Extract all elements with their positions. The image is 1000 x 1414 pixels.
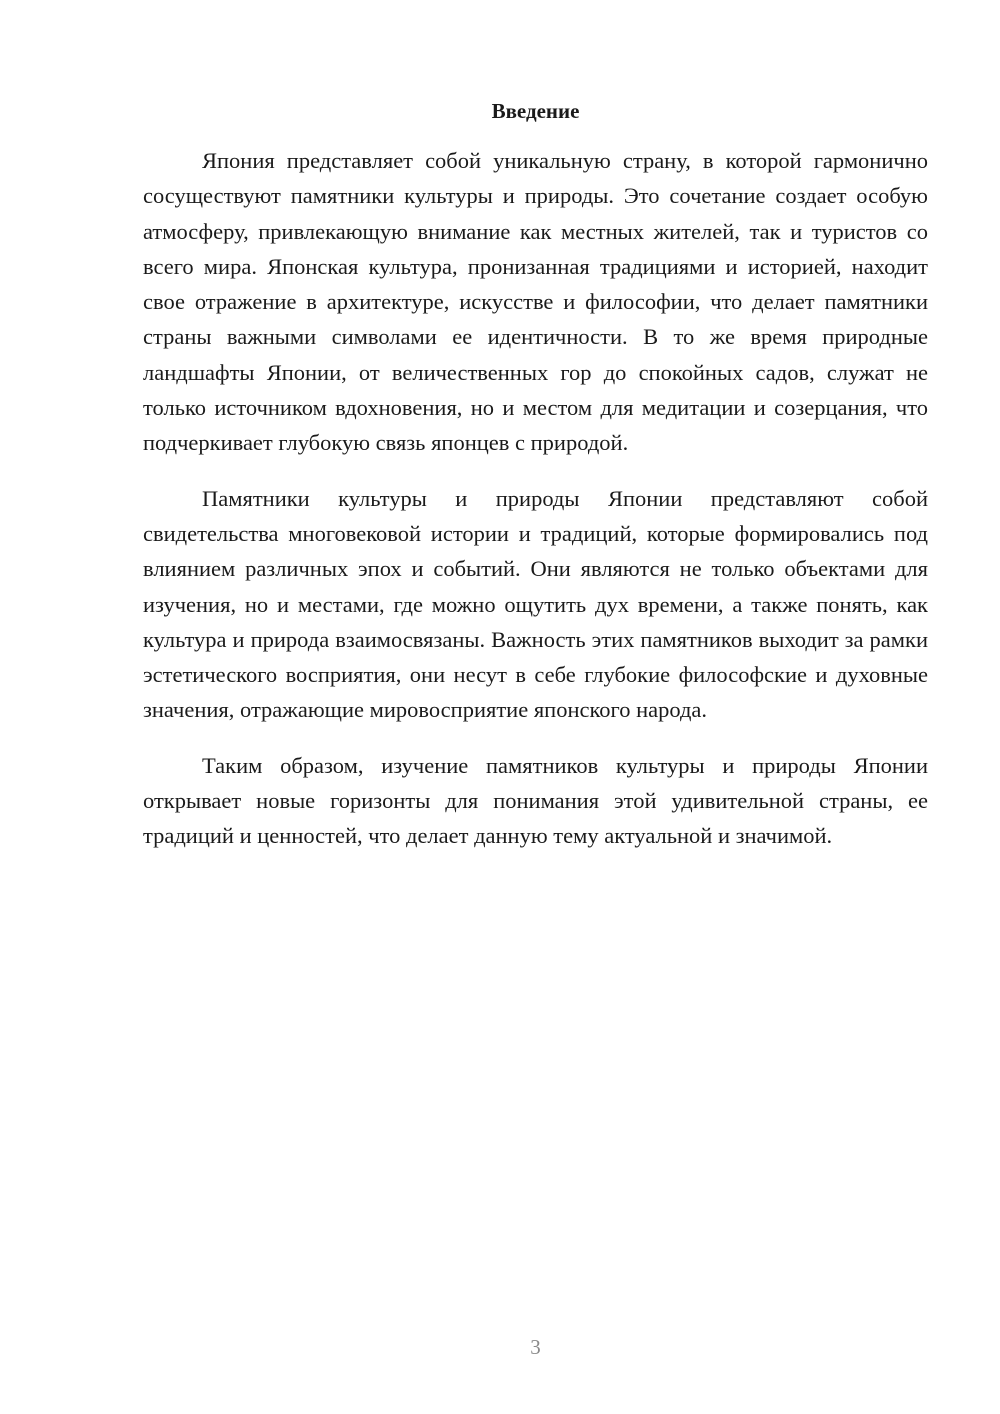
- paragraph-3: Таким образом, изучение памятников культуры и природы Японии открывает новые горизонты для понимания этой удивительной страны, ее традиций и ценностей, что делает данную тему актуальной и значимой.: [143, 752, 928, 849]
- body-text: [143, 143, 928, 874]
- page-number: 3: [530, 1335, 541, 1359]
- paragraph-2: Памятники культуры и природы Японии представляют собой свидетельства многовековой истории и традиций, которые формировались под влиянием различных эпох и событий. Они являются не только объектами для изучения, но и местами, где можно ощутить дух времени, а также понять, как культура и природа взаимосвязаны. Важность этих памятников выходит за рамки эстетического восприятия, они несут в себе глубокие философские и духовные значения, отражающие мировосприятие японского народа.: [143, 485, 928, 723]
- paragraph-1: Япония представляет собой уникальную страну, в которой гармонично сосуществуют памятники культуры и природы. Это сочетание создает особую атмосферу, привлекающую внимание как местных жителей, так и туристов со всего мира. Японская культура, пронизанная традициями и историей, находит свое отражение в архитектуре, искусстве и философии, что делает памятники страны важными символами ее идентичности. В то же время природные ландшафты Японии, от величественных гор до спокойных садов, служат не только источником вдохновения, но и местом для медитации и созерцания, что подчеркивает глубокую связь японцев с природой.: [143, 148, 928, 456]
- section-heading: Введение: [491, 99, 580, 123]
